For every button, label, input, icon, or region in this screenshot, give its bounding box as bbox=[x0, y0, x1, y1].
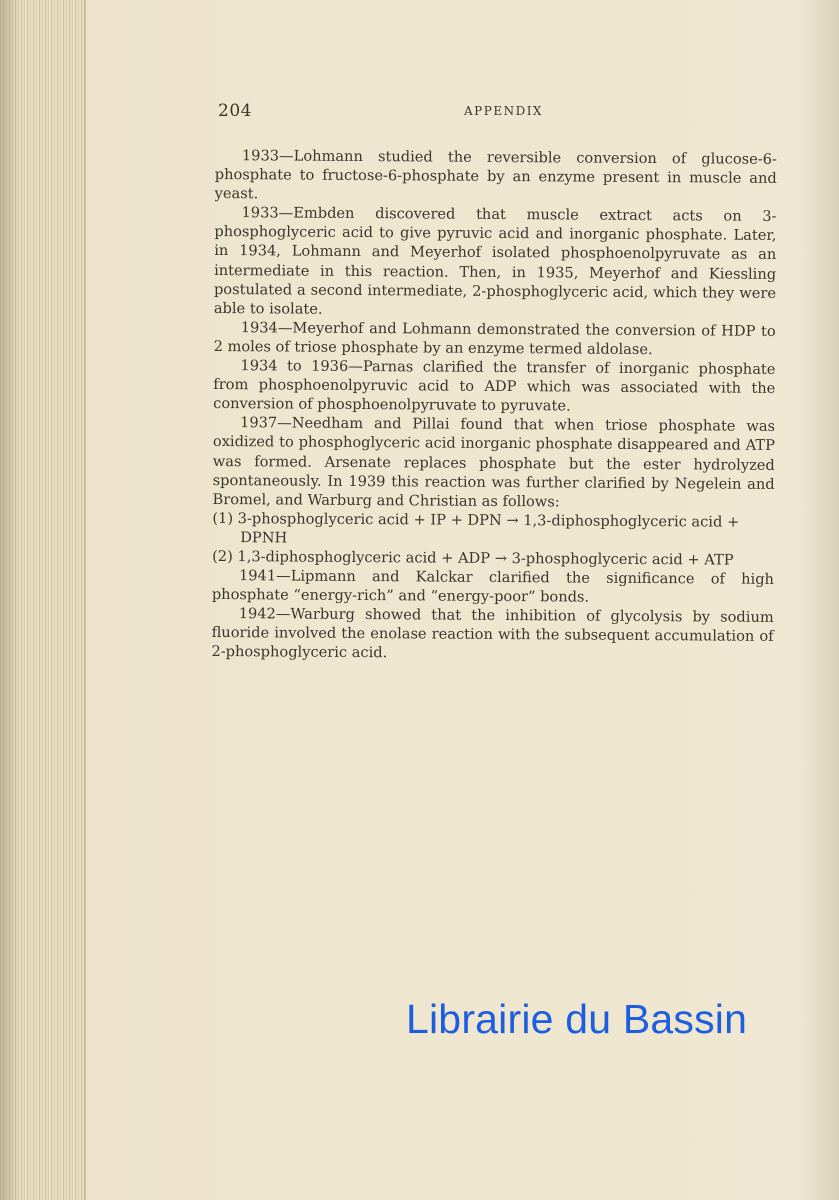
equation-1: (1) 3-phosphoglyceric acid + IP + DPN → 1,3-diphosphoglyceric acid + DPNH bbox=[212, 509, 740, 547]
paragraph-1937-needham: 1937—Needham and Pillai found that when triose phosphate was oxidized to phosphoglyceric acid inorganic phosphate disappeared and ATP was formed. Arsenate replaces phosphate but the ester hydrolyzed spontaneously. In 1939 this reaction was further clarified by Negelein and Bromel, and Warburg and Christian as follows: bbox=[212, 414, 776, 511]
paragraph-1941-lipmann: 1941—Lipmann and Kalckar clarified the significance of high phosphate “energy-rich” and “energy-poor” bonds. bbox=[211, 567, 775, 606]
paragraph-1934-meyerhof: 1934—Meyerhof and Lohmann demonstrated the conversion of HDP to 2 moles of triose phosphate by an enzyme termed aldolase. bbox=[213, 319, 776, 358]
page-edges bbox=[0, 0, 86, 1200]
page-number: 204 bbox=[218, 101, 252, 121]
paragraph-1934-1936-parnas: 1934 to 1936—Parnas clarified the transfer of inorganic phosphate from phosphoenolpyruvic acid to ADP which was associated with the conversion of phosphoenolpyruvate to pyruvate. bbox=[213, 357, 776, 415]
paragraph-1933-lohmann: 1933—Lohmann studied the reversible conversion of glucose-6-phosphate to fructose-6-phosphate by an enzyme present in muscle and yeast. bbox=[214, 147, 777, 203]
page-header bbox=[218, 101, 778, 123]
paragraph-1933-embden: 1933—Embden discovered that muscle extract acts on 3-phosphoglyceric acid to give pyruvic acid and inorganic phosphate. Later, in 1934, Lohmann and Meyerhof isolated phosphoenolpyruvate as an intermediate in this reaction. Then, in 1935, Meyerhof and Kiessling postulated a second intermediate, 2-phosphoglyceric acid, which they were able to isolate. bbox=[213, 204, 777, 318]
paragraph-1942-warburg: 1942—Warburg showed that the inhibition of glycolysis by sodium fluoride involved the enolase reaction with the subsequent accumulation of 2-phosphoglyceric acid. bbox=[211, 605, 774, 662]
watermark-text: Librairie du Bassin bbox=[406, 996, 748, 1042]
spine-shadow bbox=[799, 0, 839, 1200]
edge-shadow bbox=[0, 0, 20, 1200]
running-head: APPENDIX bbox=[464, 104, 543, 118]
equation-2: (2) 1,3-diphosphoglyceric acid + ADP → 3-phosphoglyceric acid + ATP bbox=[212, 547, 734, 569]
body-text bbox=[211, 146, 777, 665]
